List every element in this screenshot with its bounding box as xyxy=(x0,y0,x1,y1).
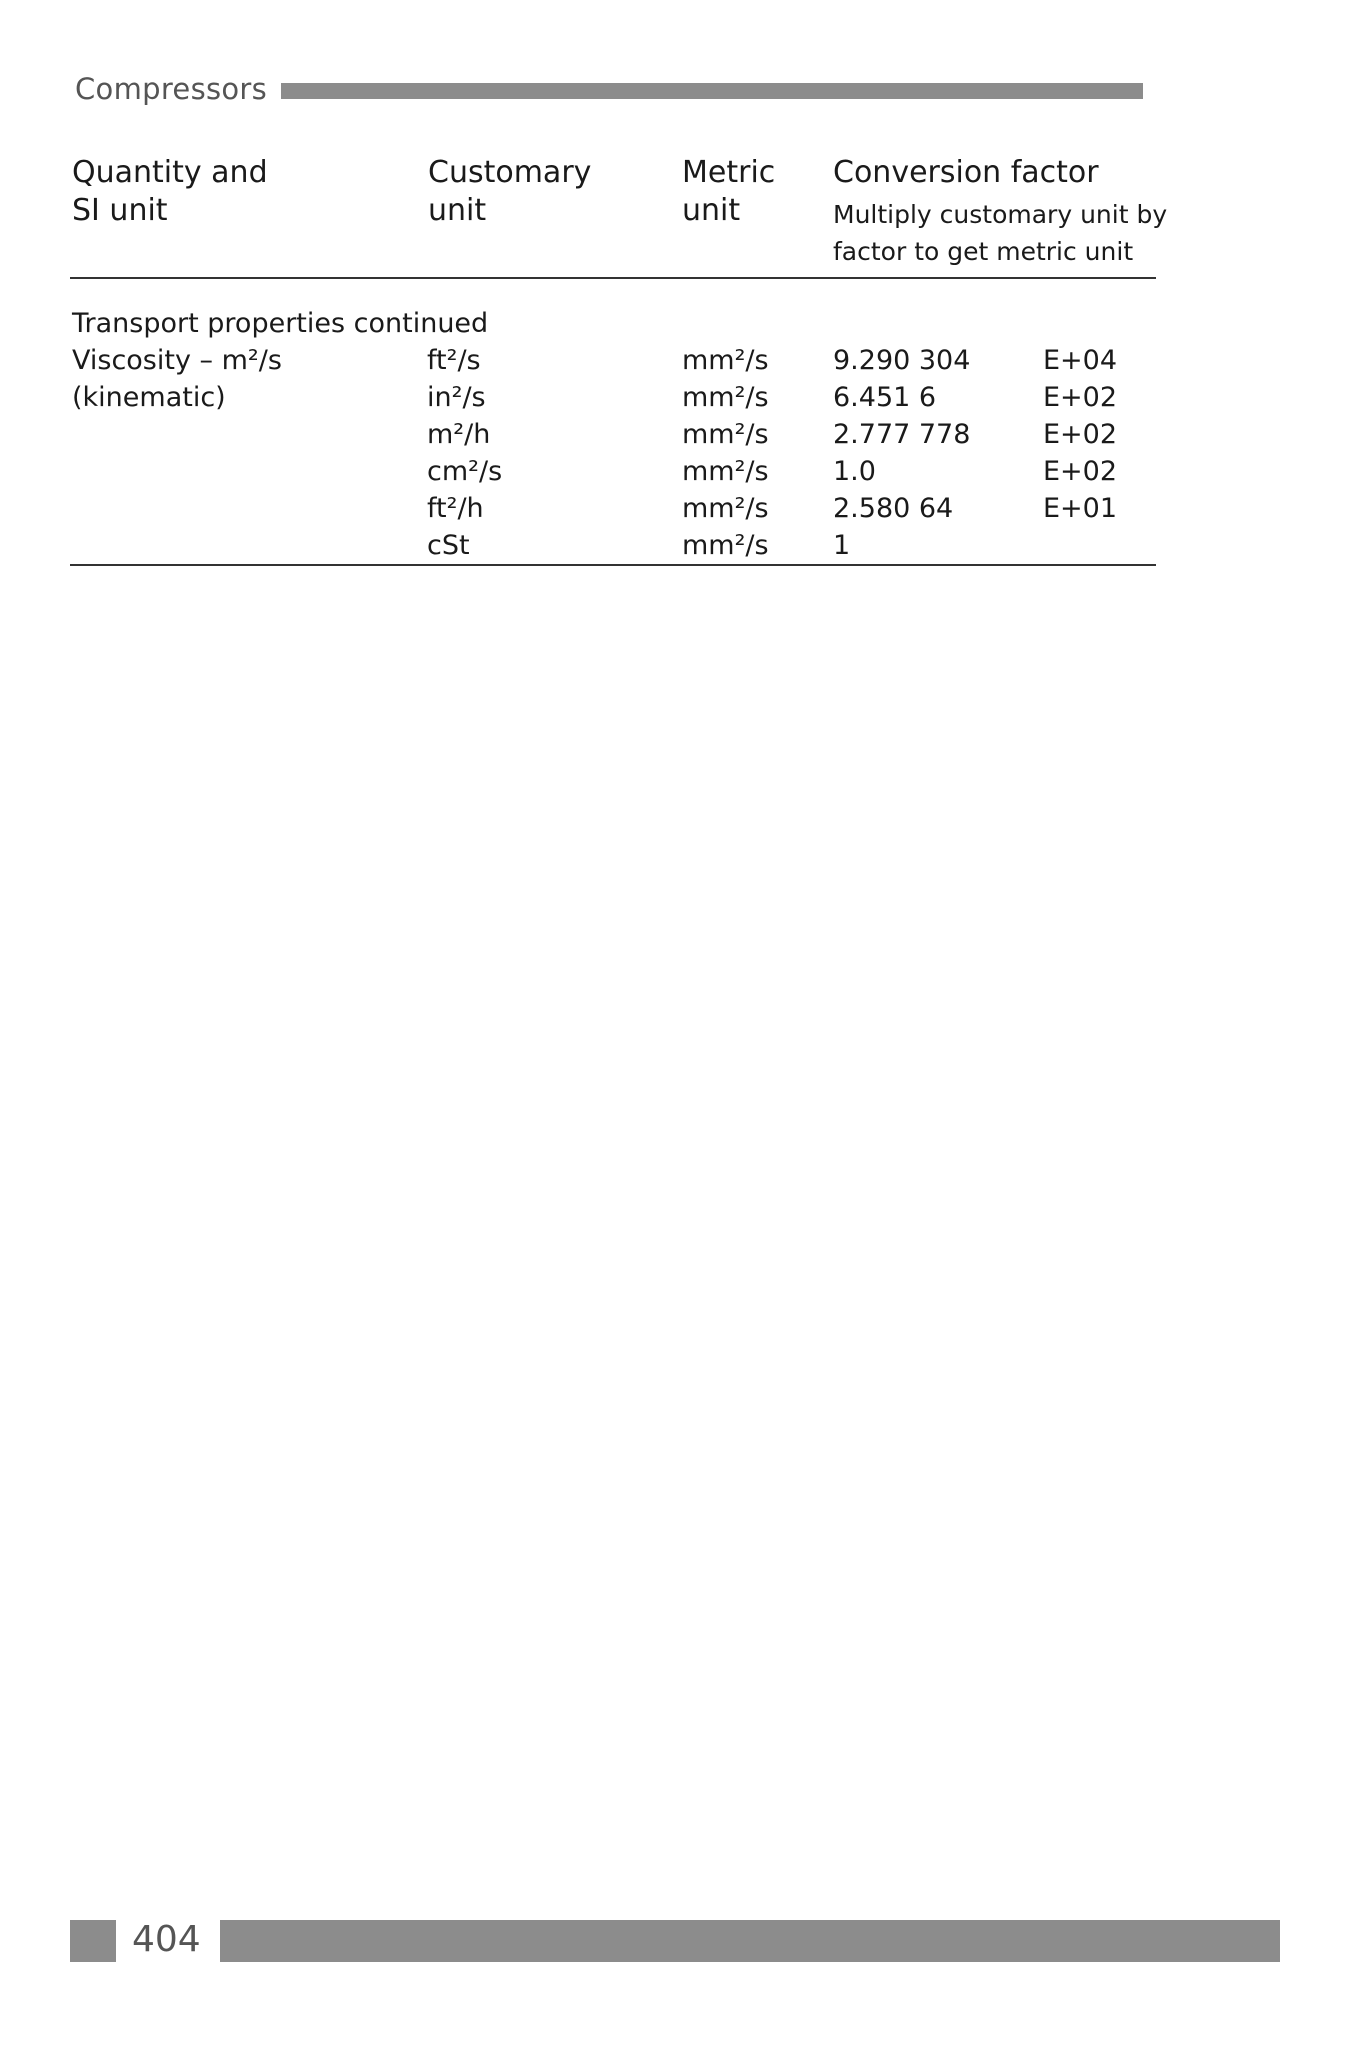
cell-exponent: E+01 xyxy=(1043,493,1118,524)
cell-metric: mm²/s xyxy=(682,382,769,413)
column-header-metric-line-2: unit xyxy=(682,193,741,228)
running-header-bar xyxy=(281,83,1143,99)
cell-factor: 6.451 6 xyxy=(833,382,937,413)
cell-metric: mm²/s xyxy=(682,419,769,450)
column-header-metric xyxy=(682,154,775,230)
column-header-quantity xyxy=(72,154,268,230)
cell-factor: 1 xyxy=(833,530,851,561)
cell-factor: 9.290 304 xyxy=(833,345,971,376)
cell-factor: 2.580 64 xyxy=(833,493,954,524)
header-rule xyxy=(70,277,1156,279)
cell-metric: mm²/s xyxy=(682,530,769,561)
cell-exponent: E+02 xyxy=(1043,382,1118,413)
column-header-customary xyxy=(428,154,591,230)
cell-metric: mm²/s xyxy=(682,456,769,487)
column-header-metric-line-1: Metric xyxy=(682,155,776,190)
cell-exponent: E+02 xyxy=(1043,456,1118,487)
running-header xyxy=(75,72,1143,106)
cell-customary: in²/s xyxy=(427,382,486,413)
column-header-conversion-note xyxy=(833,196,1167,270)
cell-factor: 2.777 778 xyxy=(833,419,971,450)
cell-customary: ft²/h xyxy=(427,493,484,524)
footer-block xyxy=(70,1920,116,1962)
conversion-note-line-2: factor to get metric unit xyxy=(833,237,1134,266)
cell-customary: cm²/s xyxy=(427,456,503,487)
column-header-conversion-title: Conversion factor xyxy=(833,155,1099,190)
footer-bar xyxy=(220,1920,1280,1962)
cell-factor: 1.0 xyxy=(833,456,876,487)
quantity-line-2: (kinematic) xyxy=(72,382,226,413)
column-header-conversion xyxy=(833,154,1099,192)
page-footer xyxy=(70,1918,1280,1962)
page-number: 404 xyxy=(132,1919,201,1960)
column-header-customary-line-2: unit xyxy=(428,193,487,228)
cell-metric: mm²/s xyxy=(682,345,769,376)
cell-customary: ft²/s xyxy=(427,345,481,376)
column-header-quantity-line-1: Quantity and xyxy=(72,155,268,190)
table-bottom-rule xyxy=(70,564,1156,566)
cell-metric: mm²/s xyxy=(682,493,769,524)
conversion-note-line-1: Multiply customary unit by xyxy=(833,200,1168,229)
column-header-quantity-line-2: SI unit xyxy=(72,193,168,228)
cell-exponent: E+02 xyxy=(1043,419,1118,450)
section-label: Transport properties continued xyxy=(72,308,489,339)
column-header-customary-line-1: Customary xyxy=(428,155,592,190)
cell-exponent: E+04 xyxy=(1043,345,1118,376)
running-header-title: Compressors xyxy=(75,72,268,106)
cell-customary: cSt xyxy=(427,530,470,561)
quantity-line-1: Viscosity – m²/s xyxy=(72,345,282,376)
cell-customary: m²/h xyxy=(427,419,491,450)
